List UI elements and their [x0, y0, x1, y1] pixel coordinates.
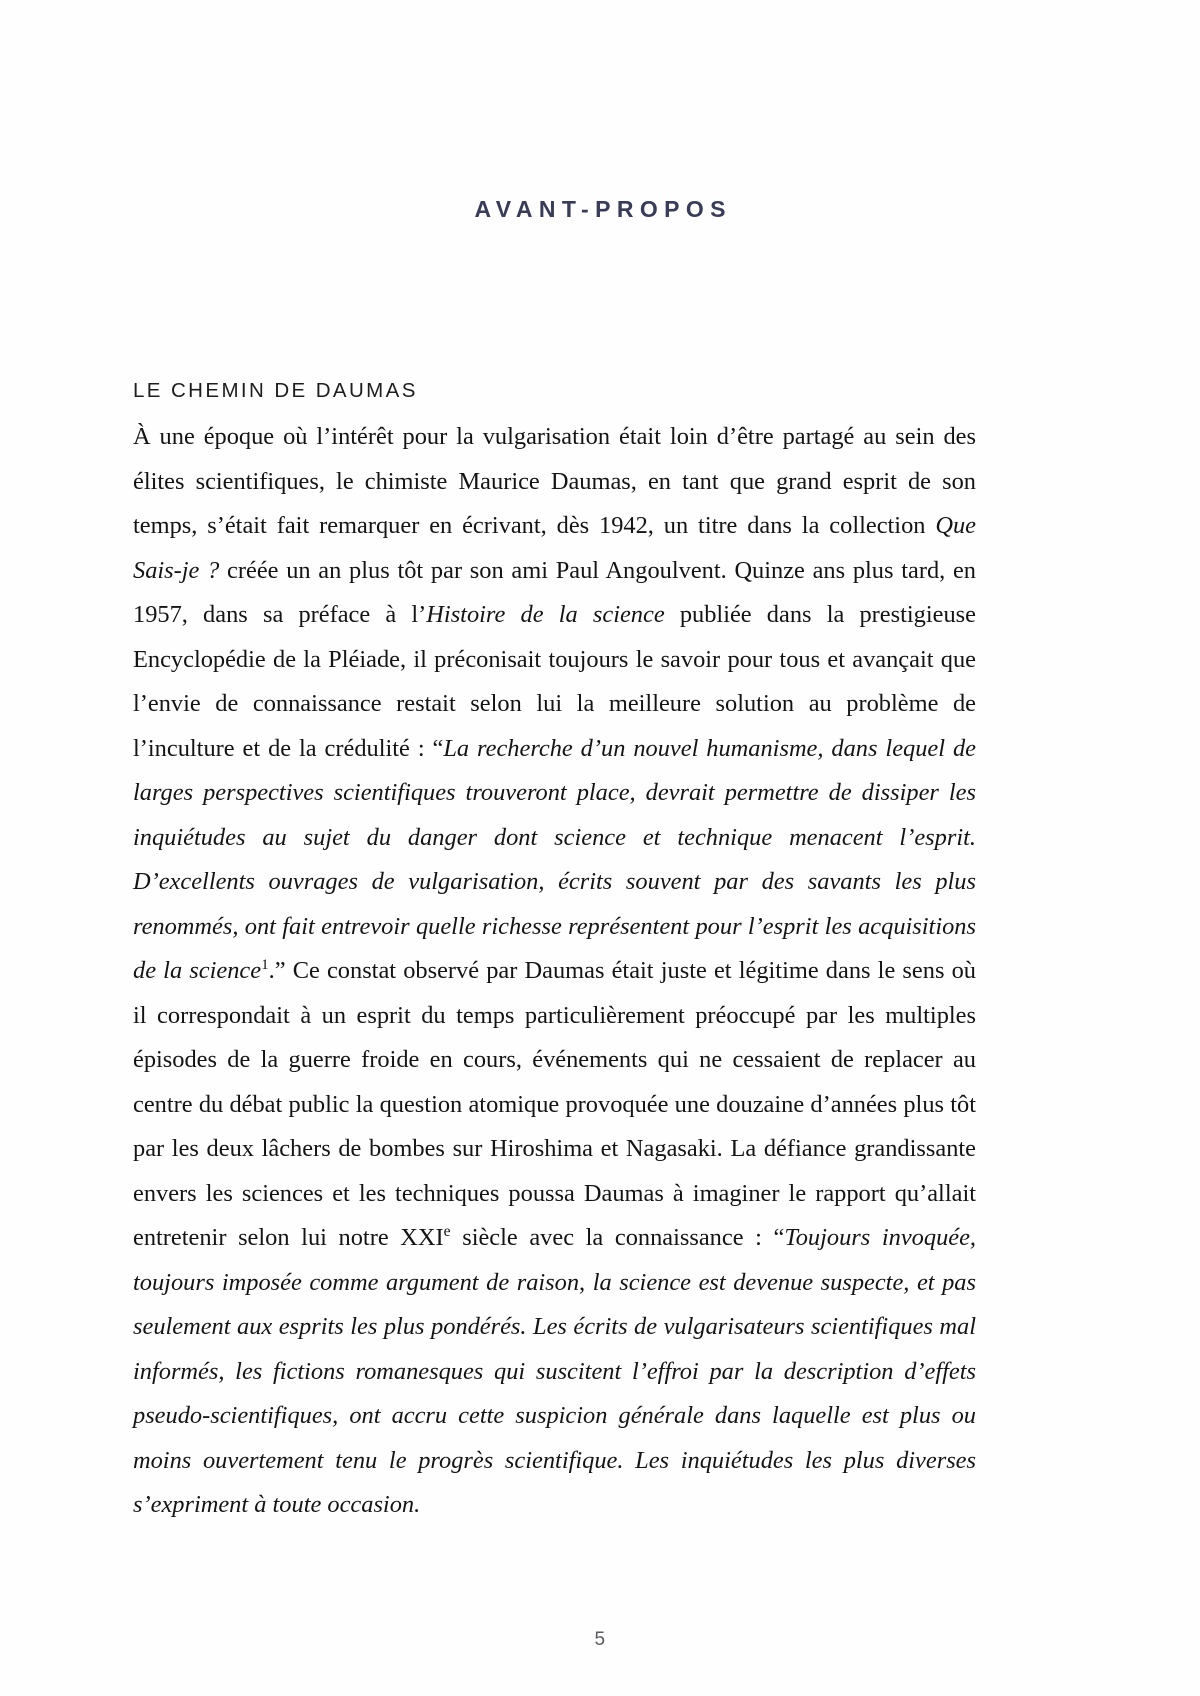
chapter-title: AVANT-PROPOS: [474, 196, 732, 222]
blockquote-italic-2: Toujours invoquée, toujours imposée comme argument de raison, la science est devenue suspecte, et pas seulement aux esprits les plus pondérés. Les écrits de vulgarisateurs scientifiques mal informés, les fictions romanesques qui suscitent l’effroi par la description d’effets pseudo-scientifiques, ont accru cette suspicion générale dans laquelle est plus ou moins ouvertement tenu le progrès scientifique. Les inquiétudes les plus diverses s’expriment à toute occasion.: [133, 1224, 977, 1518]
body-text-block: [133, 415, 976, 1528]
ordinal-superscript-e: e: [443, 1222, 451, 1240]
text-run-roman-4: .” Ce constat observé par Daumas était juste et légitime dans le sens où il correspondait à un esprit du temps particulièrement préoccupé par les multiples épisodes de la guerre froide en cours, événements qui ne cessaient de replacer au centre du débat public la question atomique provoquée une douzaine d’années plus tôt par les deux lâchers de bombes sur Hiroshima et Nagasaki. La défiance grandissante envers les sciences et les techniques poussa Daumas à imaginer le rapport qu’allait entretenir selon lui notre XXI: [133, 957, 976, 1251]
section-heading: LE CHEMIN DE DAUMAS: [133, 379, 418, 402]
blockquote-italic-1: La recherche d’un nouvel humanisme, dans lequel de larges perspectives scientifiques trouveront place, devrait permettre de dissiper les inquiétudes au sujet du danger dont science et technique menacent l’esprit. D’excellents ouvrages de vulgarisation, écrits souvent par des savants les plus renommés, ont fait entrevoir quelle richesse représentent pour l’esprit les acquisitions de la science: [133, 734, 976, 984]
text-run-roman-5: siècle avec la connaissance : “: [450, 1224, 785, 1251]
title-italic-que-sais-je: Que Sais-je ?: [133, 512, 976, 584]
footnote-reference-1: 1: [261, 956, 269, 973]
text-run-roman-2: créée un an plus tôt par son ami Paul Angoulvent. Quinze ans plus tard, en 1957, dans sa préface à l’: [133, 556, 976, 628]
text-run-roman-1: À une époque où l’intérêt pour la vulgarisation était loin d’être partagé au sein des élites scientifiques, le chimiste Maurice Daumas, en tant que grand esprit de son temps, s’était fait remarquer en écrivant, dès 1942, un titre dans la collection: [133, 423, 976, 539]
page-number: 5: [594, 1629, 606, 1650]
title-italic-histoire-de-la-science: Histoire de la science: [426, 601, 665, 628]
paragraph-1: [133, 415, 976, 1528]
text-run-roman-3: publiée dans la prestigieuse Encyclopédie de la Pléiade, il préconisait toujours le savoir pour tous et avançait que l’envie de connaissance restait selon lui la meilleure solution au problème de l’inculture et de la crédulité : “: [133, 601, 976, 762]
